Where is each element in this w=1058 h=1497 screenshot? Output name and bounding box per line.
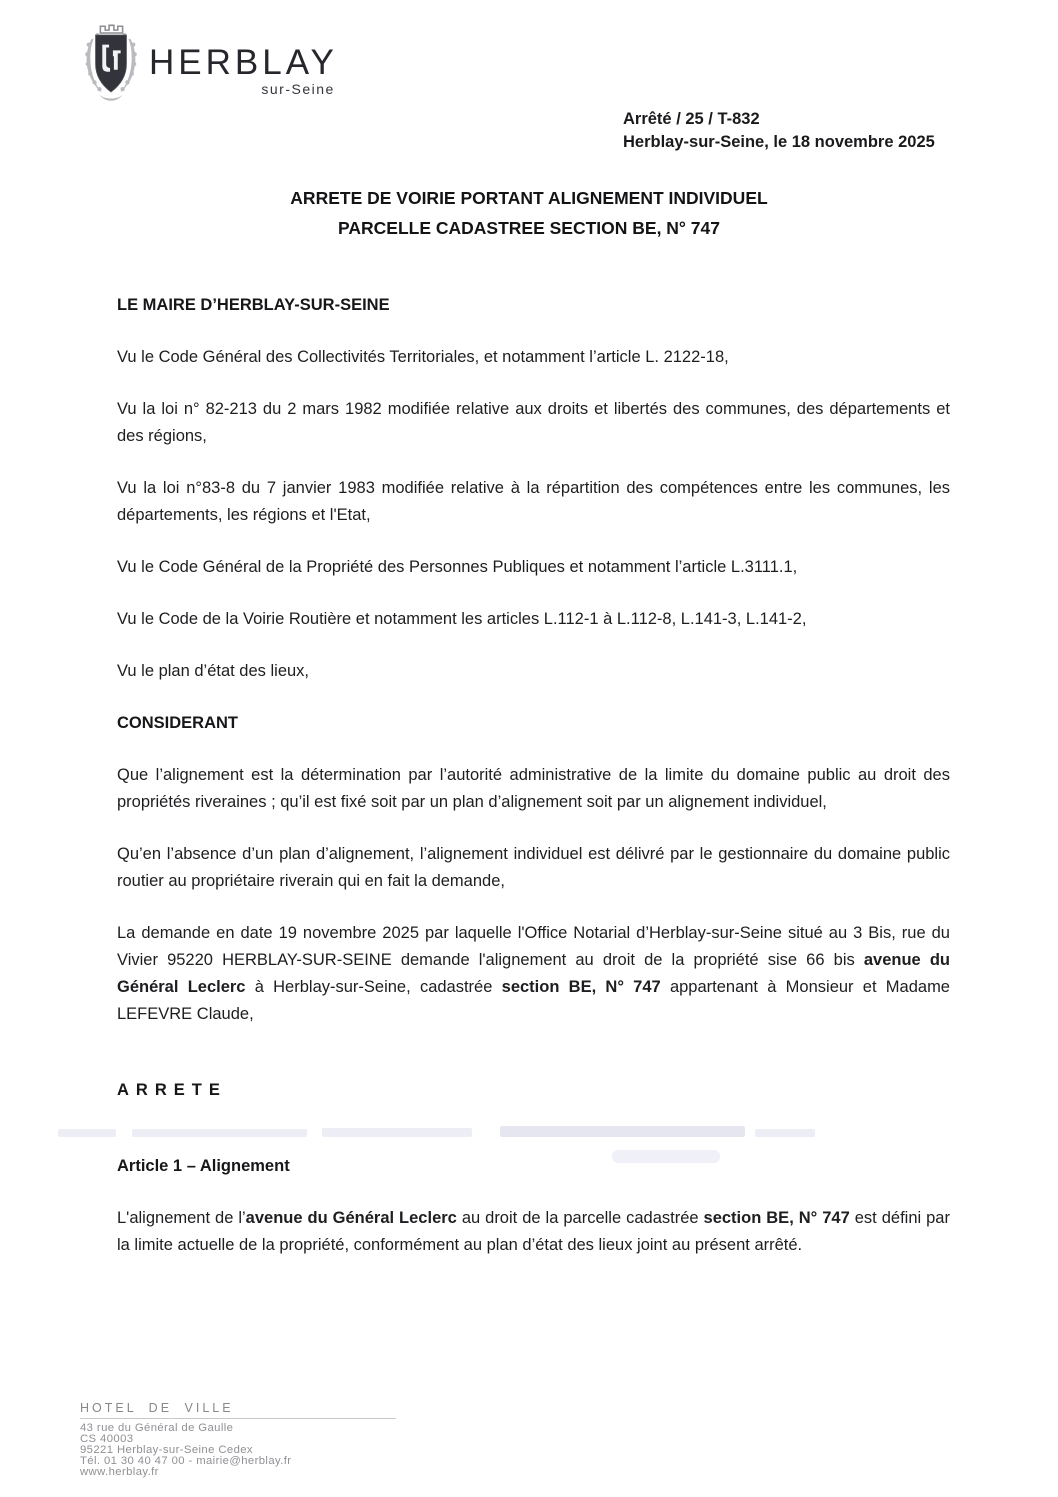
city-logo [82,20,338,106]
demande-text-2: à Herblay-sur-Seine, cadastrée [245,978,502,996]
scan-artifact [322,1128,472,1137]
demande-paragraph [117,920,950,1028]
article1-bold-street: avenue du Général Leclerc [245,1209,457,1227]
scan-artifact [58,1129,116,1137]
scan-artifact [500,1126,745,1137]
footer [80,1401,396,1478]
demande-bold-street: avenue du Général Leclerc [117,951,950,996]
title-line-2: PARCELLE CADASTREE SECTION BE, N° 747 [337,218,720,238]
visa-3: Vu la loi n°83-8 du 7 janvier 1983 modifiée relative à la répartition des compétences entre les communes, les départements, les régions et l'Etat, [117,479,950,524]
scan-artifact [132,1129,307,1137]
demande-bold-parcel: section BE, N° 747 [501,978,661,996]
visa-4: Vu le Code Général de la Propriété des Personnes Publiques et notamment l’article L.3111.1, [117,558,798,576]
logo-suffix: sur-Seine [261,81,335,97]
visa-1: Vu le Code Général des Collectivités Territoriales, et notamment l’article L. 2122-18, [117,348,729,366]
title-line-1: ARRETE DE VOIRIE PORTANT ALIGNEMENT INDIVIDUEL [290,188,768,208]
reference-block [623,108,935,154]
article1-text-2: au droit de la parcelle cadastrée [456,1209,704,1227]
arrete-heading: ARRETE [117,1081,227,1099]
considerant-paragraph-2: Qu’en l’absence d’un plan d’alignement, l’alignement individuel est délivré par le gestionnaire du domaine public routier au propriétaire riverain qui en fait la demande, [117,845,950,890]
considerant-heading: CONSIDERANT [117,714,239,732]
footer-address-line: 43 rue du Général de Gaulle [80,1422,234,1434]
footer-cs-line: CS 40003 [80,1433,134,1445]
footer-website: www.herblay.fr [80,1466,159,1478]
article1-bold-parcel: section BE, N° 747 [703,1209,850,1227]
scan-artifact [612,1150,720,1163]
visa-2: Vu la loi n° 82-213 du 2 mars 1982 modifiée relative aux droits et libertés des communes, des départements et des régions, [117,400,950,445]
place-and-date: Herblay-sur-Seine, le 18 novembre 2025 [623,133,935,151]
considerant-paragraph-1: Que l’alignement est la détermination par l’autorité administrative de la limite du domaine public au droit des propriétés riveraines ; qu’il est fixé soit par un plan d’alignement soit par un alignement individuel, [117,766,950,811]
footer-contact-line: Tél. 01 30 40 47 00 - mairie@herblay.fr [80,1455,292,1467]
arrete-reference: Arrêté / 25 / T-832 [623,110,760,128]
article1-text-1: L'alignement de l’ [117,1209,246,1227]
article1-heading: Article 1 – Alignement [117,1157,290,1175]
visa-5: Vu le Code de la Voirie Routière et notamment les articles L.112-1 à L.112-8, L.141-3, L.141-2, [117,610,807,628]
article1-paragraph [117,1205,950,1259]
footer-city-line: 95221 Herblay-sur-Seine Cedex [80,1444,253,1456]
maire-heading: LE MAIRE D’HERBLAY-SUR-SEINE [117,296,390,314]
demande-text-1: La demande en date 19 novembre 2025 par laquelle l'Office Notarial d’Herblay-sur-Seine situé au 3 Bis, rue du Vivier 95220 HERBLAY-SUR-SEINE demande l'alignement au droit de la propriété sise 66 bis [117,924,950,969]
scan-artifact [755,1129,815,1137]
logo-text [149,45,338,97]
visa-6: Vu le plan d’état des lieux, [117,662,310,680]
document-title [0,183,1058,243]
logo-city-name: HERBLAY [149,43,338,82]
demande-text-3: appartenant à Monsieur et Madame LEFEVRE Claude, [117,978,950,1023]
city-crest-icon [82,20,140,106]
footer-org-name: HOTEL DE VILLE [80,1401,396,1419]
article1-text-3: est défini par la limite actuelle de la propriété, conformément au plan d’état des lieux joint au présent arrêté. [117,1209,950,1254]
